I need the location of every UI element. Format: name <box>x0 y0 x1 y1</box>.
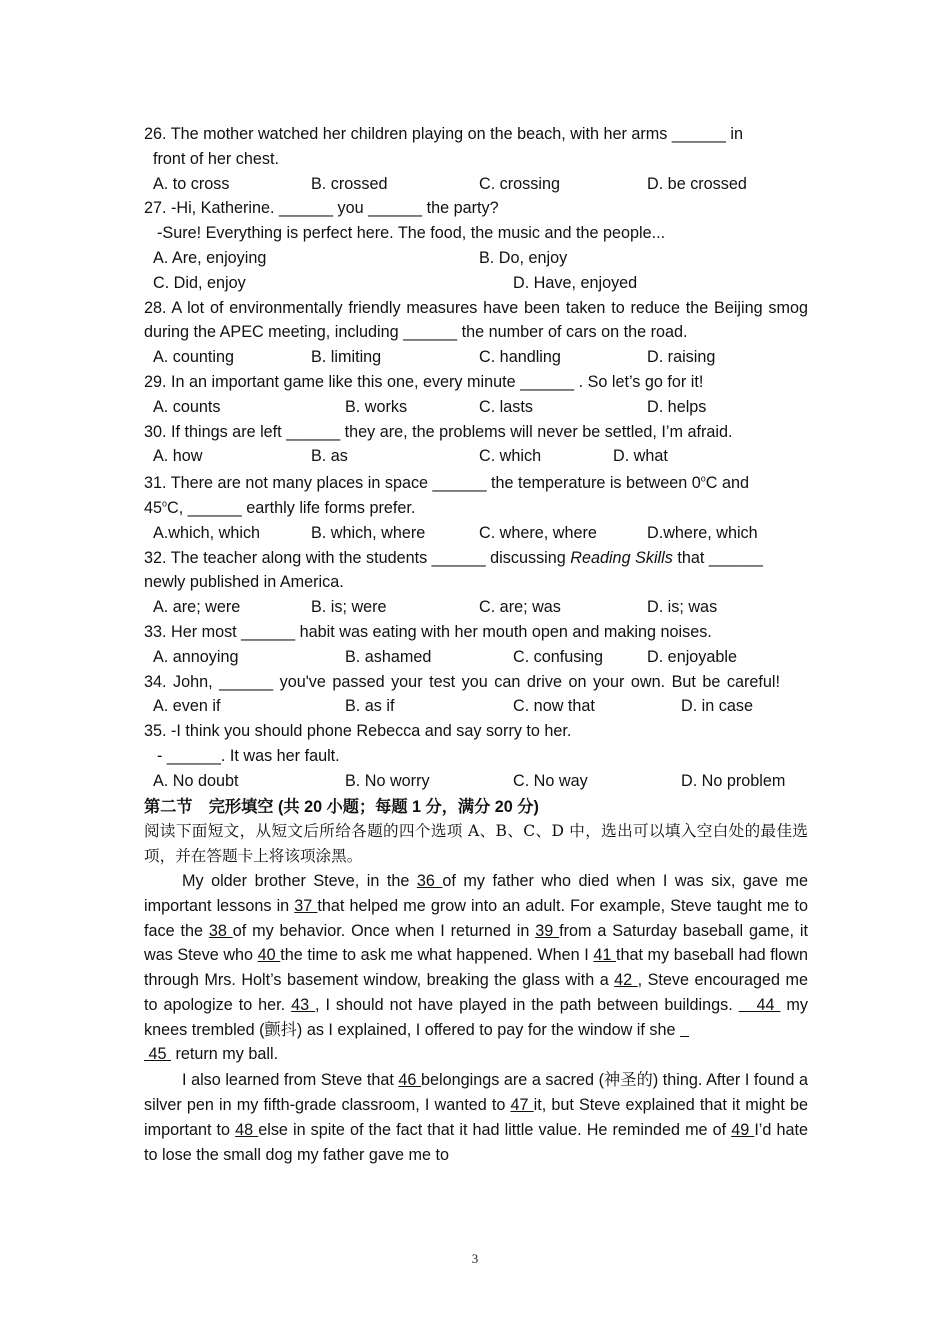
option-d: D. enjoyable <box>647 647 737 666</box>
option-a: A. to cross <box>153 174 230 193</box>
blank-39: 39 <box>535 921 560 940</box>
question-31-line1 <box>144 471 808 496</box>
option-b: B. limiting <box>311 348 382 367</box>
blank-42: 42 <box>614 971 638 990</box>
option-c: C. now that <box>513 697 595 716</box>
option-c: C. No way <box>513 771 588 790</box>
option-c: C. which <box>479 447 542 466</box>
option-a: A. even if <box>153 697 221 716</box>
blank-47: 47 <box>510 1096 534 1115</box>
question-27-options-row1 <box>144 246 808 271</box>
option-c: C. are; was <box>479 598 561 617</box>
passage-text: I also learned from Steve that <box>182 1071 399 1090</box>
option-d: D. what <box>613 447 668 466</box>
passage-text: belongings are a sacred (神圣的) thing. After I found a silver pen in my fifth-grade classroom, I wanted to <box>144 1071 808 1115</box>
passage-text: from a Saturday baseball game, it was Steve who <box>144 921 808 965</box>
q32-text-b: that ______ <box>672 548 763 567</box>
section-heading: 第二节 完形填空 (共 20 小题；每题 1 分，满分 20 分) <box>144 797 539 816</box>
question-29-line1: 29. In an important game like this one, every minute ______ . So let’s go for it! <box>144 372 704 391</box>
option-d: D. is; was <box>647 598 718 617</box>
option-d: D.where, which <box>647 523 758 542</box>
option-d: D. raising <box>647 348 716 367</box>
option-c: C. crossing <box>479 174 560 193</box>
q31-text-d: C, ______ earthly life forms prefer. <box>167 498 416 517</box>
option-c: C. handling <box>479 348 561 367</box>
question-34-text: 34. John, ______ you've passed your test you can drive on your own. But be careful! <box>144 672 781 691</box>
option-d: D. helps <box>647 397 707 416</box>
option-b: B. crossed <box>311 174 388 193</box>
option-d: D. in case <box>681 697 753 716</box>
option-c: C. Did, enjoy <box>153 273 246 292</box>
option-d: D. No problem <box>681 771 786 790</box>
question-33-line1: 33. Her most ______ habit was eating with her mouth open and making noises. <box>144 622 712 641</box>
book-title: Reading Skills <box>570 548 673 567</box>
option-c: C. where, where <box>479 523 597 542</box>
passage-text: the time to ask me what happened. When I <box>280 946 594 965</box>
blank-underline <box>680 1021 689 1039</box>
option-a: A. annoying <box>153 647 239 666</box>
q31-text-b: C and <box>705 474 749 493</box>
option-b: B. Do, enjoy <box>479 248 568 267</box>
blank-46: 46 <box>398 1071 421 1090</box>
question-28-options <box>144 345 808 370</box>
q31-text-c: 45 <box>144 498 163 517</box>
question-26-options <box>144 172 808 197</box>
passage-text: else in spite of the fact that it had little value. He reminded me of <box>258 1120 732 1139</box>
blank-40: 40 <box>257 946 281 965</box>
blank-48: 48 <box>235 1120 259 1139</box>
passage-text: that helped me grow into an adult. For example, Steve taught me to face the <box>144 896 808 940</box>
section-instruction: 阅读下面短文，从短文后所给各题的四个选项 A、B、C、D 中，选出可以填入空白处的最佳选项，并在答题卡上将该项涂黑。 <box>144 822 808 866</box>
page-number: 3 <box>471 1251 479 1266</box>
q32-text-a: 32. The teacher along with the students ______ discussing <box>144 548 571 567</box>
option-a: A. counting <box>153 348 234 367</box>
question-31-line2 <box>144 496 808 521</box>
passage-text: My older brother Steve, in the <box>182 871 417 890</box>
blank-37: 37 <box>294 896 318 915</box>
question-32-line1 <box>144 546 808 571</box>
question-35-line2: - ______. It was her fault. <box>157 746 340 765</box>
passage-paragraph-2 <box>144 1068 808 1167</box>
option-c: C. confusing <box>513 647 603 666</box>
question-29-options <box>144 395 808 420</box>
option-a: A.which, which <box>153 523 261 542</box>
option-b: B. is; were <box>311 598 387 617</box>
passage-text: that my baseball had flown through Mrs. Holt’s basement window, breaking the glass with a <box>144 946 808 990</box>
degree-mark: o <box>162 498 168 509</box>
blank-41: 41 <box>593 946 616 965</box>
option-a: A. No doubt <box>153 771 239 790</box>
blank-49: 49 <box>731 1120 755 1139</box>
page-content <box>144 122 808 1167</box>
option-b: B. works <box>345 397 408 416</box>
question-31-options <box>144 521 808 546</box>
question-33-options <box>144 645 808 670</box>
question-26-line2: front of her chest. <box>153 149 279 168</box>
option-a: A. how <box>153 447 203 466</box>
passage-text: I’d hate to lose the small dog my father gave me to <box>144 1120 808 1164</box>
option-a: A. are; were <box>153 598 241 617</box>
question-34-options <box>144 694 808 719</box>
option-b: B. as <box>311 447 348 466</box>
passage-text: my knees trembled (颤抖) as I explained, I offered to pay for the window if she <box>144 995 808 1039</box>
option-a: A. Are, enjoying <box>153 248 267 267</box>
blank-36: 36 <box>416 871 443 890</box>
passage-text: , Steve encouraged me to apologize to her. <box>144 971 808 1014</box>
passage-text: it, but Steve explained that it might be important to <box>144 1096 808 1139</box>
q31-text-a: 31. There are not many places in space ______ the temperature is between 0 <box>144 474 701 493</box>
blank-45: 45 <box>144 1045 172 1064</box>
passage-text: of my behavior. Once when I returned in <box>232 921 536 940</box>
option-c: C. lasts <box>479 397 533 416</box>
question-32-line2: newly published in America. <box>144 573 344 592</box>
degree-mark: o <box>700 473 706 484</box>
question-27-options-row2 <box>144 271 808 296</box>
question-30-line1: 30. If things are left ______ they are, the problems will never be settled, I’m afraid. <box>144 422 733 441</box>
blank-44: 44 <box>738 995 781 1014</box>
question-32-options <box>144 595 808 620</box>
option-b: B. ashamed <box>345 647 432 666</box>
passage-text: of my father who died when I was six, gave me important lessons in <box>144 871 808 915</box>
passage-text: return my ball. <box>171 1045 279 1064</box>
option-d: D. Have, enjoyed <box>513 273 638 292</box>
blank-43: 43 <box>291 995 316 1014</box>
question-35-options <box>144 769 808 794</box>
option-b: B. No worry <box>345 771 430 790</box>
question-27-line2: -Sure! Everything is perfect here. The food, the music and the people... <box>157 224 666 243</box>
option-b: B. as if <box>345 697 395 716</box>
passage-paragraph-1 <box>144 869 808 1067</box>
passage-text: , I should not have played in the path between buildings. <box>315 995 739 1014</box>
option-a: A. counts <box>153 397 221 416</box>
blank-38: 38 <box>208 921 233 940</box>
question-27-line1: 27. -Hi, Katherine. ______ you ______ the party? <box>144 199 499 218</box>
option-b: B. which, where <box>311 523 426 542</box>
option-d: D. be crossed <box>647 174 747 193</box>
question-28-text: 28. A lot of environmentally friendly measures have been taken to reduce the Beijing smog during the APEC meeting, including ______ the number of cars on the road. <box>144 298 808 342</box>
question-35-line1: 35. -I think you should phone Rebecca and say sorry to her. <box>144 722 572 741</box>
question-26-line1: 26. The mother watched her children playing on the beach, with her arms ______ in <box>144 125 744 143</box>
question-30-options <box>144 444 808 469</box>
